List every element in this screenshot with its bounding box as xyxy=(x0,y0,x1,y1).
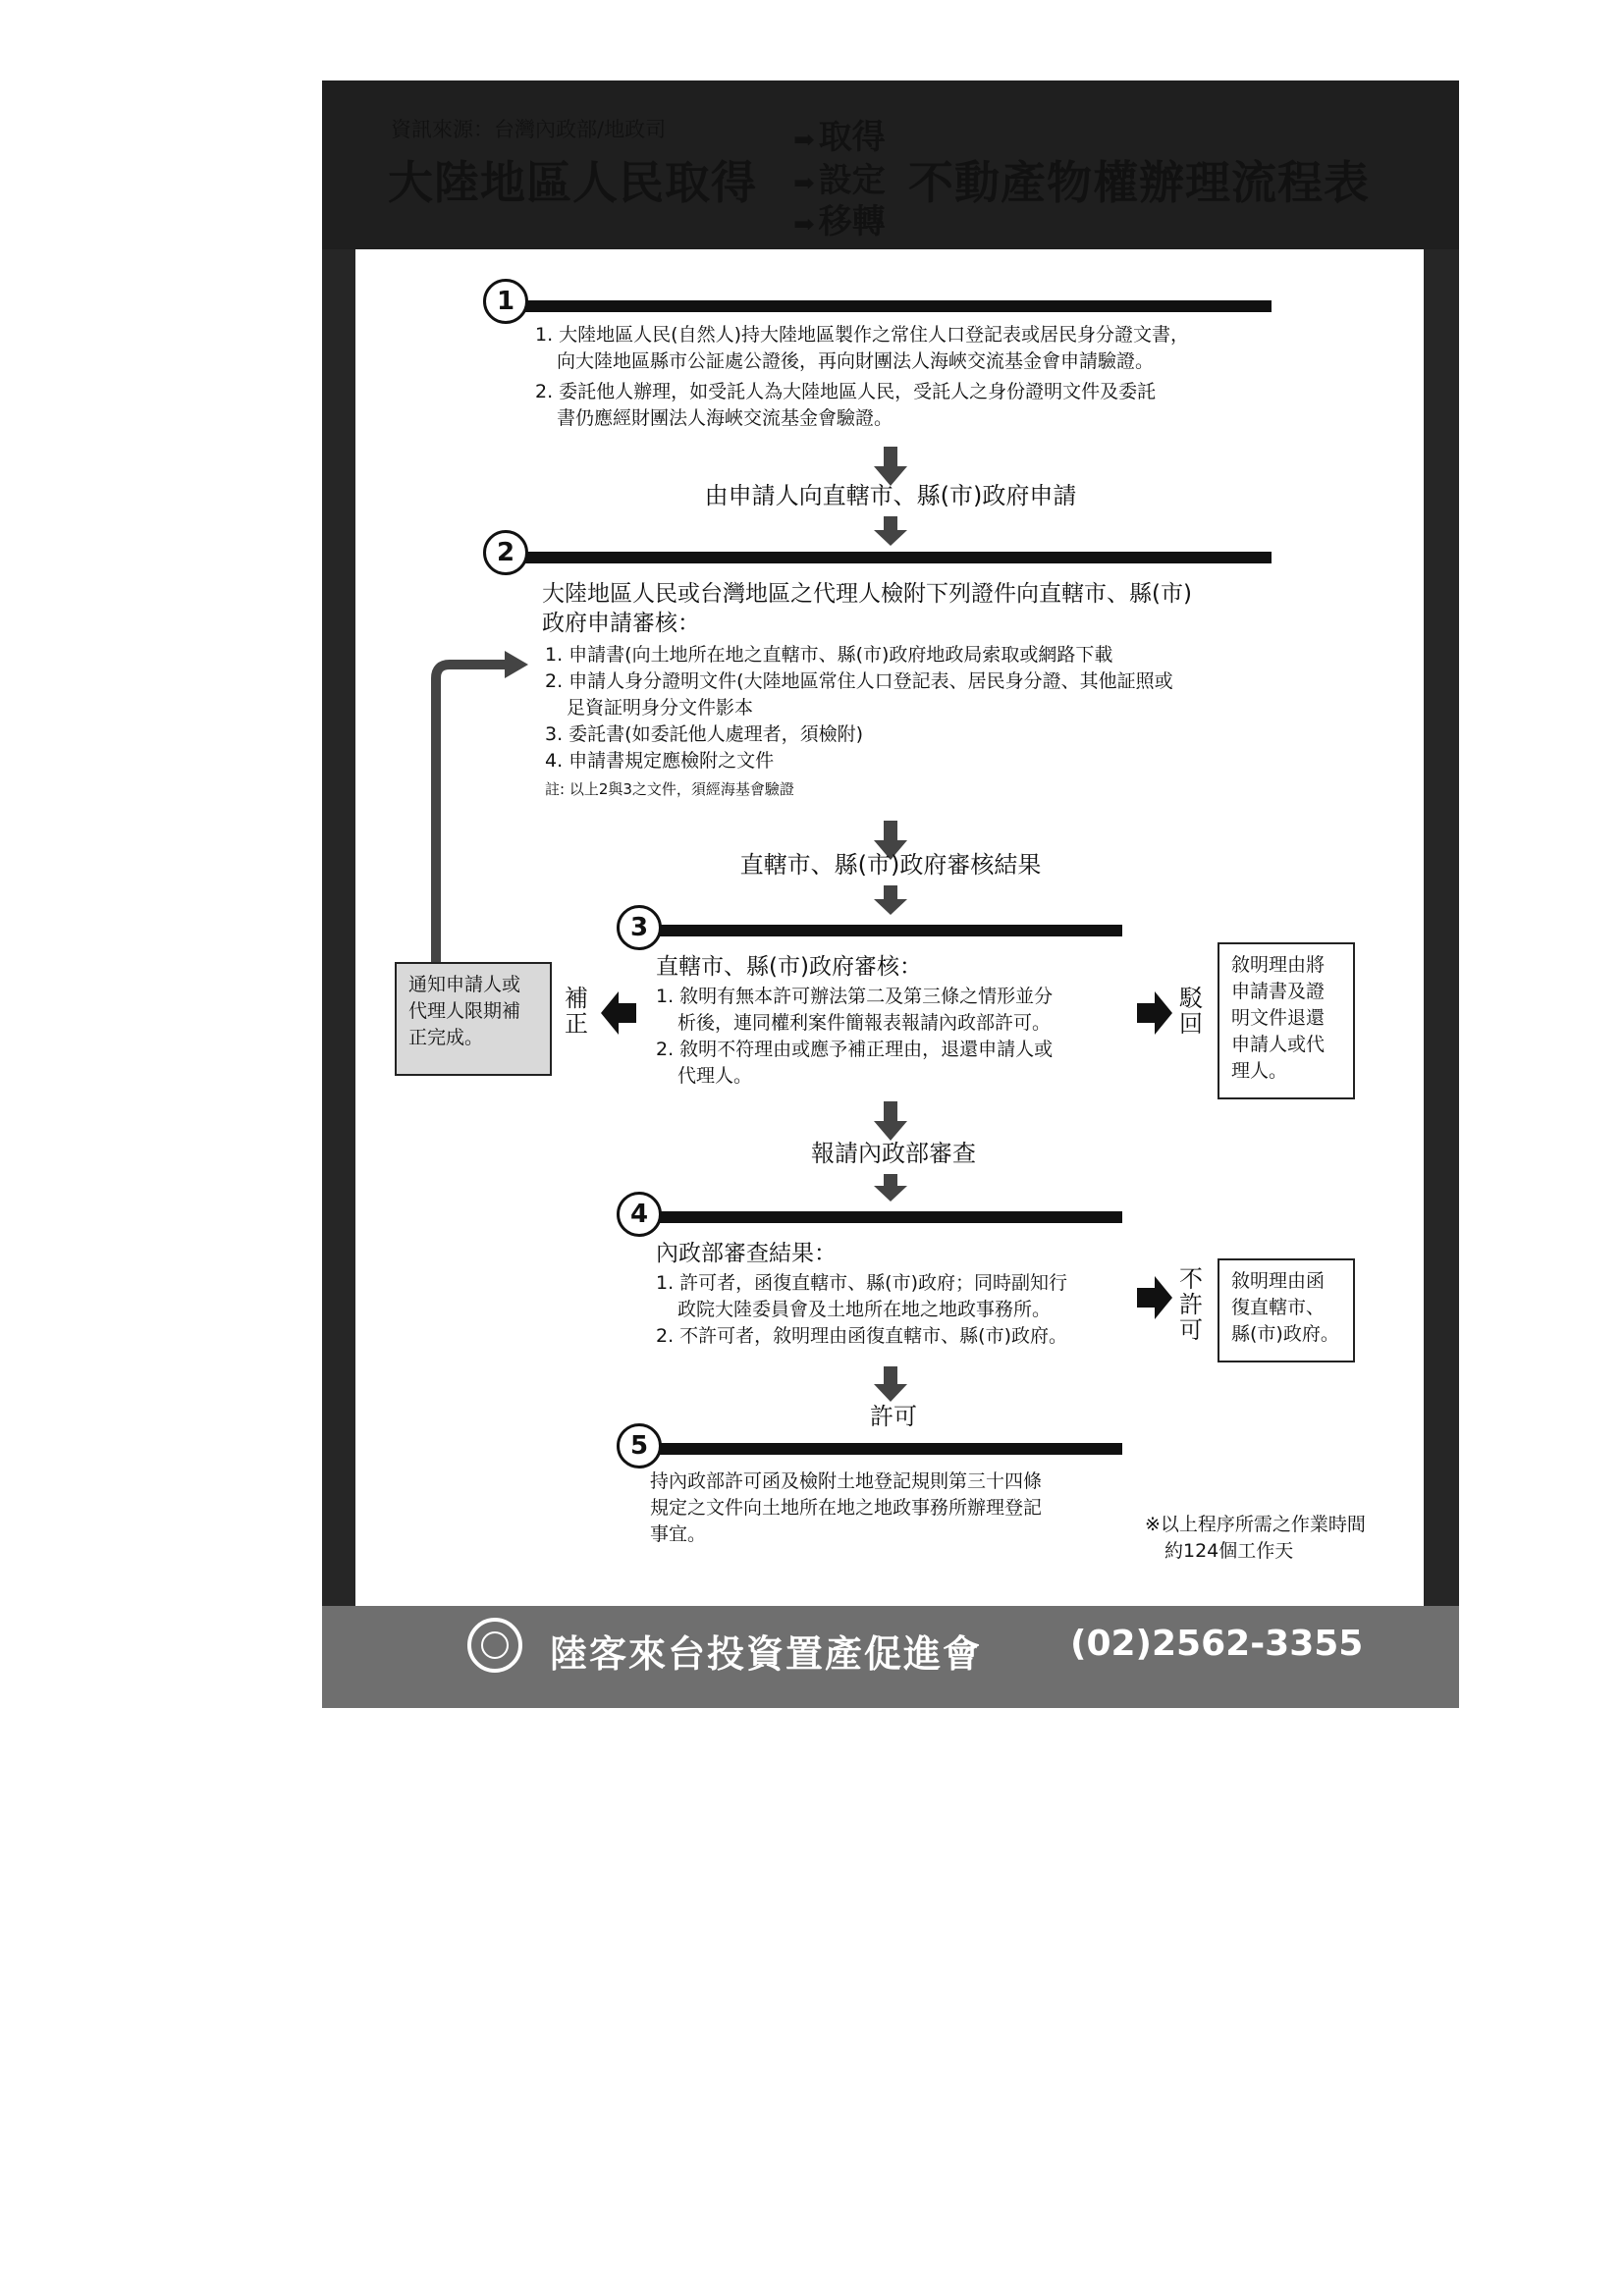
right-arrow-icon: ➡ xyxy=(793,210,815,240)
down-arrow-icon xyxy=(874,516,907,546)
step-3-bar xyxy=(643,925,1122,936)
step-1-item-1: 1. 大陸地區人民(自然人)持大陸地區製作之常住人口登記表或居民身分證文書， 向大陸地區縣市公証處公證後，再向財團法人海峽交流基金會申請驗證。 xyxy=(535,324,1189,372)
title-right: 不動產物權辦理流程表 xyxy=(908,156,1370,209)
step-3-item-2: 2. 敘明不符理由或應予補正理由，退還申請人或 xyxy=(656,1039,1054,1060)
step-2-items: 1. 申請書(向土地所在地之直轄市、縣(市)政府地政局索取或網路下載 2. 申請人身分證明文件(大陸地區常住人口登記表、居民身分證、其他証照或 足資証明身分文件影本 3. 委託書(如委託他人處理者，須檢附) 4. 申請書規定應檢附之文件 註: 以上2與3之文件，須經海基會驗證 xyxy=(545,644,1173,798)
step-2-item-3: 3. 委託書(如委託他人處理者，須檢附) xyxy=(545,723,863,745)
action-acquire: ➡ 取得 xyxy=(793,118,886,157)
step-3-heading: 直轄市、縣(市)政府審核： xyxy=(656,954,922,980)
seal-inner-ring xyxy=(481,1631,509,1659)
step-2-bar xyxy=(511,552,1272,563)
step-4-heading: 內政部審查結果： xyxy=(656,1241,837,1266)
not-permitted-box: 敘明理由函復直轄市、縣(市)政府。 xyxy=(1218,1258,1355,1362)
step-1-to-2-label: 由申請人向直轄市、縣(市)政府申請 xyxy=(704,482,1077,509)
step-2-item-2: 2. 申請人身分證明文件(大陸地區常住人口登記表、居民身分證、其他証照或 xyxy=(545,670,1173,692)
down-arrow-icon xyxy=(874,1174,907,1201)
step-1-item-2: 2. 委託他人辦理，如受託人為大陸地區人民，受託人之身份證明文件及委託 書仍應經財團法人海峽交流基金會驗證。 xyxy=(535,381,1157,429)
step-2-item-1: 1. 申請書(向土地所在地之直轄市、縣(市)政府地政局索取或網路下載 xyxy=(545,644,1113,666)
step-2-item-4: 4. 申請書規定應檢附之文件 xyxy=(545,750,775,772)
reject-box: 敘明理由將申請書及證明文件退還申請人或代理人。 xyxy=(1218,942,1355,1099)
step-4-items: 1. 許可者，函復直轄市、縣(市)政府；同時副知行 政院大陸委員會及土地所在地之地政事務所。 2. 不許可者，敘明理由函復直轄市、縣(市)政府。 xyxy=(656,1270,1067,1350)
step-5-number: 5 xyxy=(617,1423,662,1468)
step-4-item-2: 2. 不許可者，敘明理由函復直轄市、縣(市)政府。 xyxy=(656,1325,1067,1347)
title-left: 大陸地區人民取得 xyxy=(388,156,757,209)
step-5-bar xyxy=(643,1443,1122,1455)
down-arrow-icon xyxy=(874,1101,907,1141)
processing-time-note: ※以上程序所需之作業時間 約124個工作天 xyxy=(1145,1514,1366,1562)
step-4-to-5-label: 許可 xyxy=(870,1403,917,1430)
right-arrow-icon xyxy=(1137,991,1172,1035)
step-3-item-1: 1. 敘明有無本許可辦法第二及第三條之情形並分 xyxy=(656,986,1054,1007)
down-arrow-icon xyxy=(874,447,907,486)
not-permitted-label: 不許可 xyxy=(1179,1265,1203,1344)
step-2-heading: 大陸地區人民或台灣地區之代理人檢附下列證件向直轄市、縣(市) 政府申請審核： xyxy=(542,581,1192,636)
correction-label: 補正 xyxy=(565,985,588,1038)
source-line: 資訊來源：台灣內政部/地政司 xyxy=(391,118,667,141)
right-arrow-icon xyxy=(1137,1276,1172,1319)
step-2-to-3-label: 直轄市、縣(市)政府審核結果 xyxy=(739,851,1042,879)
step-2-number: 2 xyxy=(483,530,528,575)
down-arrow-icon xyxy=(874,1366,907,1402)
right-arrow-icon: ➡ xyxy=(793,126,815,155)
step-1-bar xyxy=(511,300,1272,312)
organization-phone: (02)2562-3355 xyxy=(1070,1624,1364,1664)
step-4-number: 4 xyxy=(617,1192,662,1237)
action-transfer: ➡ 移轉 xyxy=(793,202,886,241)
correction-box: 通知申請人或代理人限期補正完成。 xyxy=(395,962,552,1076)
step-1-number: 1 xyxy=(483,279,528,324)
down-arrow-icon xyxy=(874,885,907,915)
left-arrow-icon xyxy=(601,991,636,1035)
step-3-items: 1. 敘明有無本許可辦法第二及第三條之情形並分 析後，連同權利案件簡報表報請內政部許可。 2. 敘明不符理由或應予補正理由，退還申請人或 代理人。 xyxy=(656,986,1054,1087)
right-arrow-icon: ➡ xyxy=(793,169,815,198)
action-establish: ➡ 設定 xyxy=(793,161,886,200)
step-4-bar xyxy=(643,1211,1122,1223)
step-5-text: 持內政部許可函及檢附土地登記規則第三十四條 規定之文件向土地所在地之地政事務所辦理登記 事宜。 xyxy=(650,1470,1043,1545)
reject-label: 駁回 xyxy=(1179,985,1203,1038)
organization-name: 陸客來台投資置產促進會 xyxy=(550,1631,983,1676)
loop-back-arrow-icon xyxy=(422,643,530,967)
step-2-note: 註: 以上2與3之文件，須經海基會驗證 xyxy=(545,780,794,798)
step-3-number: 3 xyxy=(617,905,662,950)
step-4-item-1: 1. 許可者，函復直轄市、縣(市)政府；同時副知行 xyxy=(656,1272,1067,1294)
right-border-bar xyxy=(1424,249,1459,1608)
step-3-to-4-label: 報請內政部審查 xyxy=(811,1140,976,1167)
left-border-bar xyxy=(322,249,355,1608)
